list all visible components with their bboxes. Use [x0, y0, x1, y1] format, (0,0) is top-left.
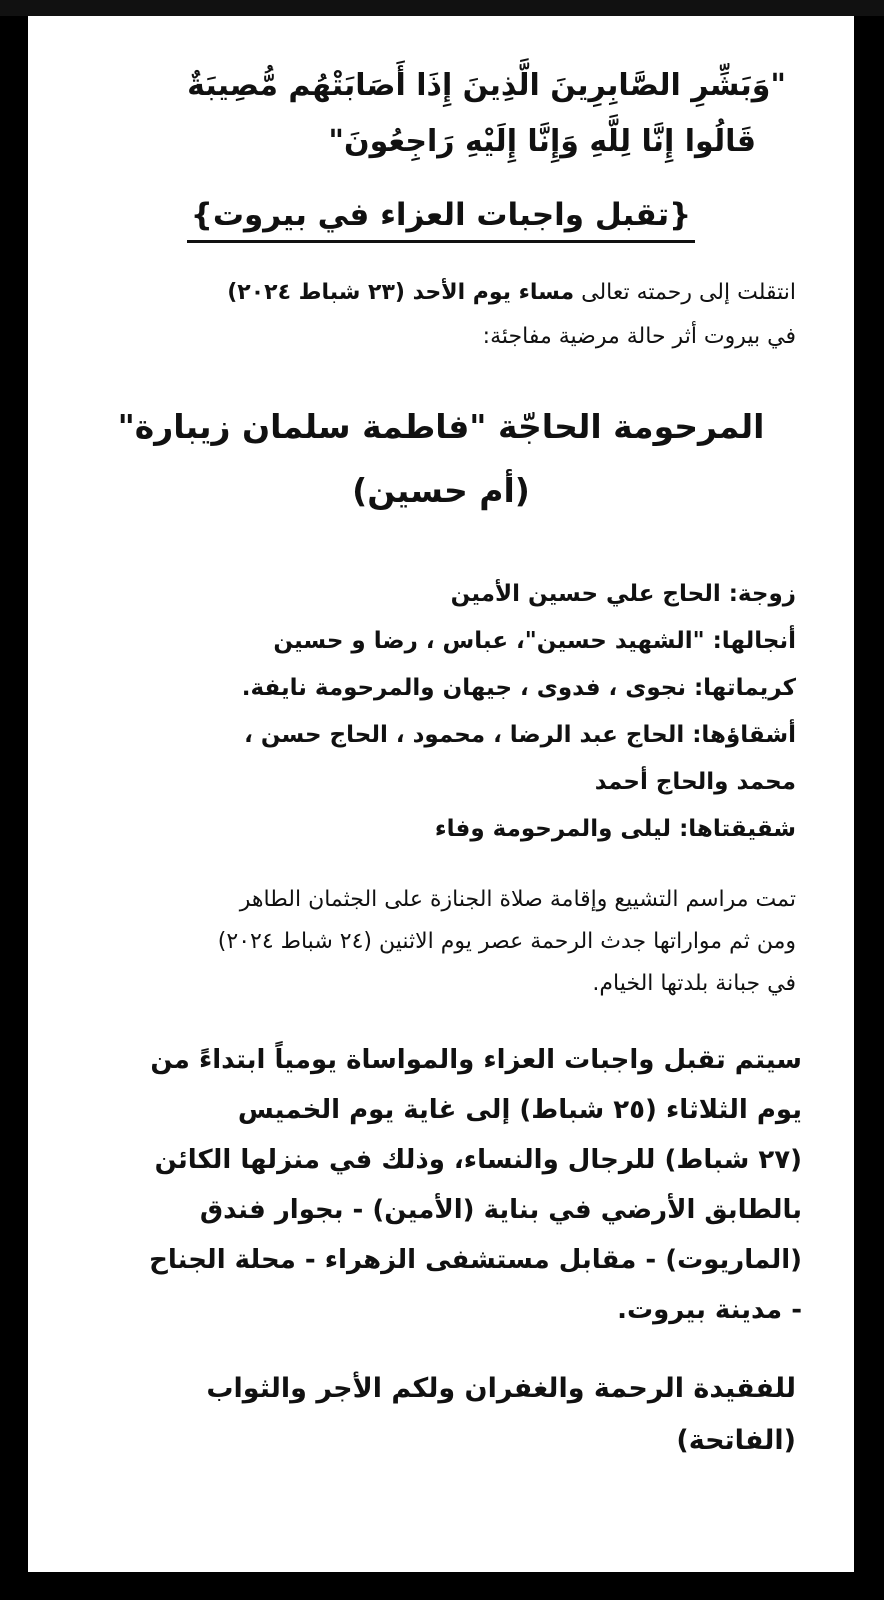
relative-line: شقيقتاها: ليلى والمرحومة وفاء [434, 816, 796, 842]
relative-line: أشقاؤها: الحاج عبد الرضا ، محمود ، الحاج حسن ، [244, 722, 796, 748]
notice-heading: {تقبل واجبات العزاء في بيروت} [187, 192, 695, 243]
death-announcement [86, 271, 796, 359]
funeral-line: في جبانة بلدتها الخيام. [592, 971, 796, 996]
announcement-text: انتقلت إلى رحمته تعالى [574, 280, 796, 305]
relatives-list [86, 571, 796, 853]
closing-line-2: (الفاتحة) [676, 1425, 796, 1456]
condolence-line: يوم الثلاثاء (٢٥ شباط) إلى غاية يوم الخميس [237, 1095, 802, 1125]
condolence-line: بالطابق الأرضي في بناية (الأمين) - بجوار فندق [199, 1195, 802, 1225]
heading-wrapper [86, 192, 796, 243]
funeral-line: تمت مراسم التشييع وإقامة صلاة الجنازة على الجثمان الطاهر [239, 887, 796, 912]
announcement-day: مساء يوم الأحد [412, 280, 575, 305]
deceased-name-block [86, 395, 796, 523]
top-border [0, 0, 884, 16]
quran-verse [86, 58, 796, 170]
condolence-line: (٢٧ شباط) للرجال والنساء، وذلك في منزلها الكائن [154, 1145, 802, 1175]
verse-line-1: "وَبَشِّرِ الصَّابِرِينَ الَّذِينَ إِذَا أَصَابَتْهُم مُّصِيبَةٌ [187, 68, 786, 103]
closing-prayer [86, 1363, 796, 1467]
relative-line: محمد والحاج أحمد [594, 769, 796, 795]
relative-line: أنجالها: "الشهيد حسين"، عباس ، رضا و حسين [273, 628, 796, 654]
condolence-line: سيتم تقبل واجبات العزاء والمواساة يومياً ابتداءً من [150, 1045, 802, 1075]
condolence-details [78, 1035, 802, 1335]
deceased-name: المرحومة الحاجّة "فاطمة سلمان زيبارة" [117, 407, 765, 446]
closing-line-1: للفقيدة الرحمة والغفران ولكم الأجر والثواب [206, 1373, 796, 1404]
funeral-line: ومن ثم مواراتها جدث الرحمة عصر يوم الاثنين (٢٤ شباط ٢٠٢٤) [217, 929, 796, 954]
condolence-line: - مدينة بيروت. [617, 1295, 802, 1325]
funeral-details [86, 879, 796, 1005]
obituary-notice [28, 16, 854, 1572]
relative-line: زوجة: الحاج علي حسين الأمين [450, 581, 796, 607]
relative-line: كريماتها: نجوى ، فدوى ، جيهان والمرحومة نايفة. [241, 675, 796, 701]
deceased-kunya: (أم حسين) [352, 471, 530, 510]
announcement-line-2: في بيروت أثر حالة مرضية مفاجئة: [482, 324, 796, 349]
announcement-line-1 [86, 271, 796, 315]
condolence-line: (الماريوت) - مقابل مستشفى الزهراء - محلة الجناح [149, 1245, 802, 1275]
verse-line-2: قَالُوا إِنَّا لِلَّهِ وَإِنَّا إِلَيْهِ رَاجِعُونَ" [328, 124, 756, 159]
announcement-date: (٢٣ شباط ٢٠٢٤) [227, 280, 413, 305]
